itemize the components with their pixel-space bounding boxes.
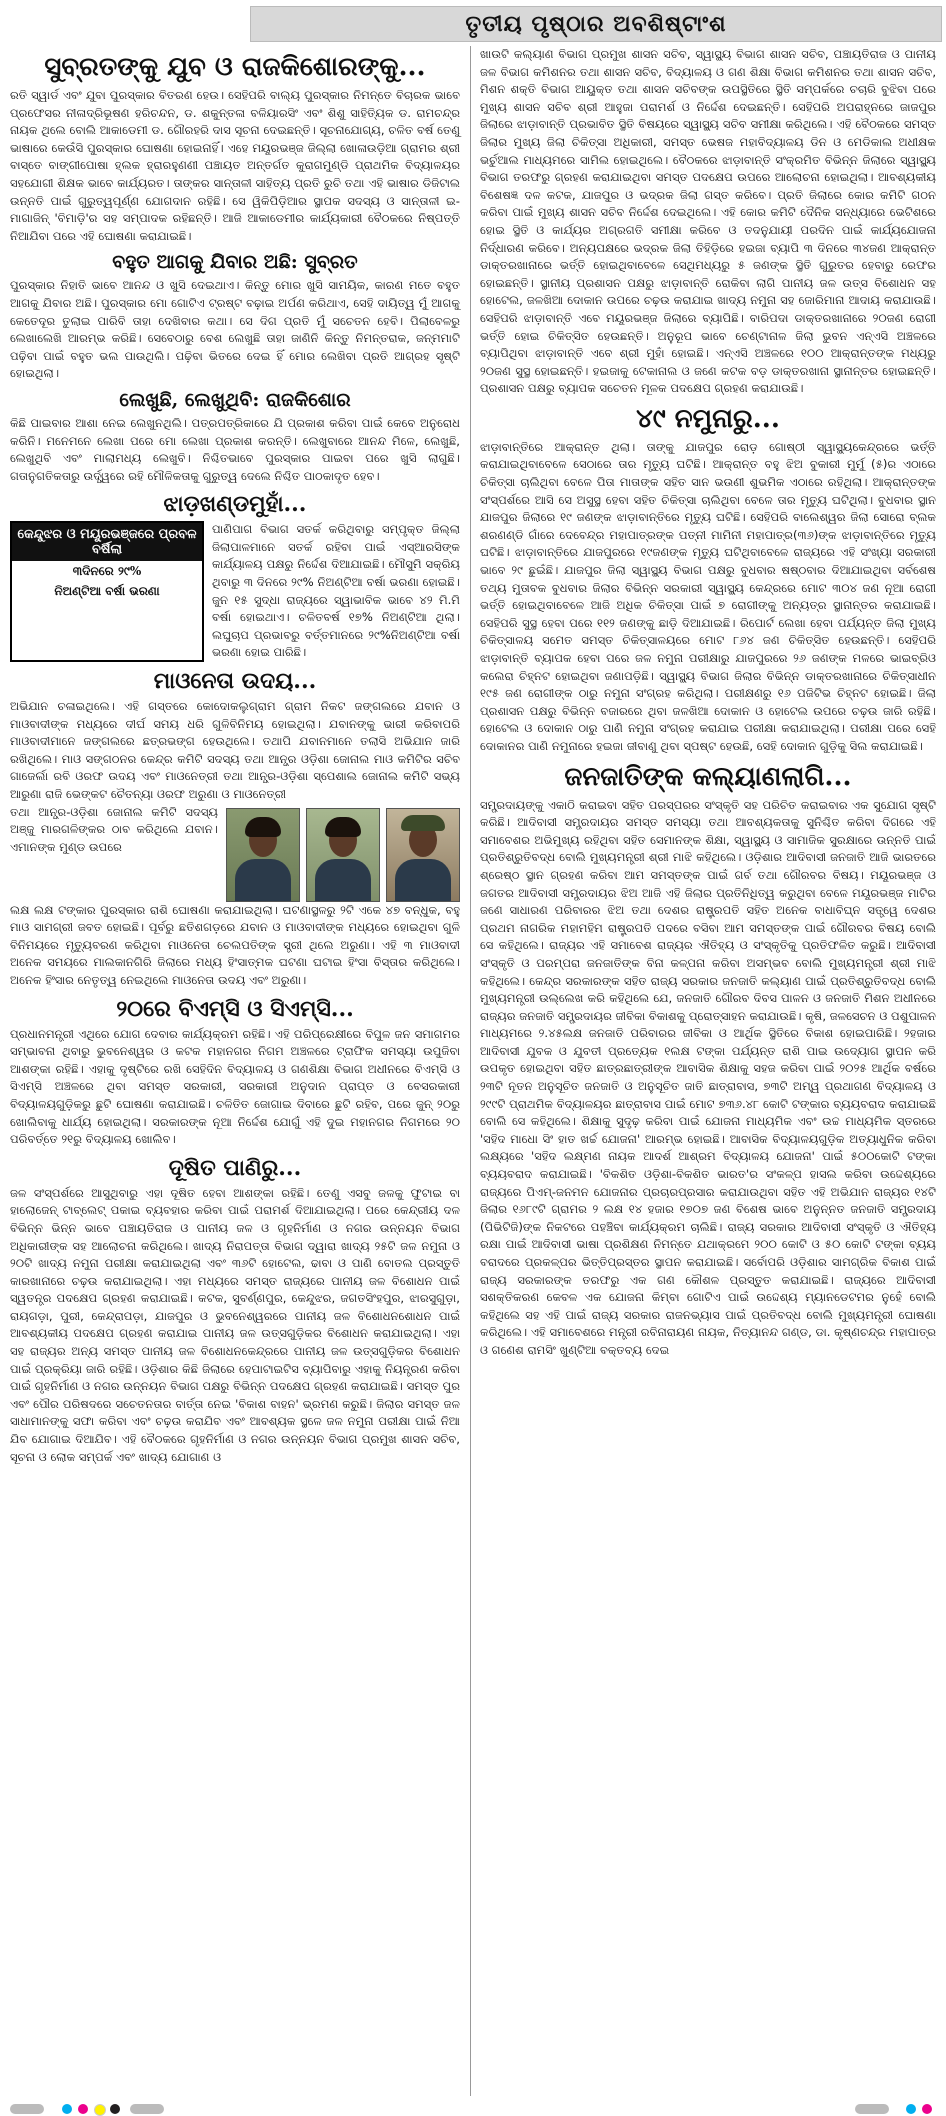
headline-49-samples: ୪୯ ନମୁନାରୁ... [636, 403, 780, 434]
article-lekhuchi-body: କିଛି ପାଇବାର ଆଶା ନେଇ ଲେଖୁନଥିଲି। ପତ୍ରପତ୍ରିକାରେ ଯି ପ୍ରକାଶ କରିବା ପାଇଁ କେବେ ଅନୁରୋଧ କରିନି। ମନେମନେ ଲେଖା ପରେ ମୋ ଲେଖା ପ୍ରକାଶ କରନ୍ତି। ଲେଖୁବାରେ ଆନନ୍ଦ ମିଳେ, ଲେଖୁଛି, ଲେଖୁଥିବି ଏବଂ ମାଲାମଧ୍ୟ ଲେଖୁବି। ନିଶ୍ଚିତଭାବେ ପୁରସ୍କାର ପାଇବା ପରେ ଖୁସି ଲାଗୁଛି। ଗତାନୁଗତିକତାରୁ ଉର୍ଦ୍ଧ୍ୱରେ ରହି ମୌଳିକତାକୁ ଗୁରୁତ୍ୱ ଦେଲେ ନିଶ୍ଚିତ ପାଠକାଦୃତ ହେବ। [10, 415, 460, 483]
article-maoneta-body2: ତଥା ଆନ୍ଧ୍ର-ଓଡ଼ିଶା ଜୋନାଲ କମିଟି ସଦସ୍ୟ ଅଞ୍ଜୁ ମାରଗଳିଙ୍କର ଠାବ କରିଥିଲେ ଯବାନ। ଏମାନଙ୍କ ମୁଣ୍ଡ ଉପରେ [10, 804, 218, 854]
maoneta-photos [226, 808, 460, 902]
right-column [480, 46, 936, 1360]
article-dushita-body: ଜଳ ସଂସ୍ପର୍ଶରେ ଆସୁଥିବାରୁ ଏହା ଦୂଷିତ ହେବା ଆଶଙ୍କା ରହିଛି। ତେଣୁ ଏସବୁ ଜଳକୁ ଫୁଟାଇ ବା ହାଲୋଜେନ୍ ଟାବ୍‌ଲେଟ୍ ପକାଇ ବ୍ୟବହାର କରିବା ପାଇଁ ପରାମର୍ଶ ଦିଆଯାଇଥିଲା। ପରେ କେନ୍ଦ୍ରୀୟ ଦଳ ବିଭିନ୍ନ ଭିନ୍ନ ଭାବେ ପଞ୍ଚାୟତିରାଜ ଓ ପାନୀୟ ଜଳ ଓ ଗୃହନିର୍ମାଣ ଓ ନଗର ଉନ୍ନୟନ ବିଭାଗ ଅଧିକାରୀଙ୍କ ସହ ଆଲୋଚନା କରିଥିଲେ। ଖାଦ୍ୟ ନିରାପତ୍ତା ବିଭାଗ ଦ୍ୱାରା ଖାଦ୍ୟ ୨୫ଟି ଜଳ ନମୁନା ଓ ୨୦ଟି ଖାଦ୍ୟ ନମୁନା ପରୀକ୍ଷା କରାଯାଇଥିଲା ଏବଂ ୩୬ଟି ହୋଟେଲ, ଢାବା ଓ ପାଣି ବୋତଲ ପ୍ରସ୍ତୁତି କାରଖାନାରେ ଚଢ଼ଉ କରାଯାଇଥିଲା। ଏହା ମଧ୍ୟରେ ସମସ୍ତ ରାଜ୍ୟରେ ପାନୀୟ ଜଳ ବିଶୋଧନ ପାଇଁ ସ୍ୱତନ୍ତ୍ର ପଦକ୍ଷେପ ଗ୍ରହଣ କରାଯାଇଛି। କଟକ, ସୁବର୍ଣ୍ଣପୁର, କେନ୍ଦୁଝର, ଜଗତସିଂହପୁର, ଝାରସୁଗୁଡ଼ା, ରାୟଗଡ଼ା, ପୁରୀ, କେନ୍ଦ୍ରାପଡ଼ା, ଯାଜପୁର ଓ ଭୁବନେଶ୍ୱରରେ ପାନୀୟ ଜଳ ବିଶୋଧନଶୋଧନ ପାଇଁ ଆବଶ୍ୟକୀୟ ପଦକ୍ଷେପ ଗ୍ରହଣ କରାଯାଇ ପାନୀୟ ଜଳ ଉତ୍ସଗୁଡ଼ିକର ବିଶୋଧନ କରାଯାଇଥିଲା। ଏହା ସହ ରାଜ୍ୟର ଅନ୍ୟ ସମସ୍ତ ପାନୀୟ ଜଳ ବିଶୋଧନକେନ୍ଦ୍ରରେ ପାନୀୟ ଜଳ ଉତ୍ସଗୁଡ଼ିକର ବିଶୋଧନ ପାଇଁ ପ୍ରକ୍ରିୟା ଜାରି ରହିଛି। ଓଡ଼ିଶାର କିଛି ଜିଲାରେ ହେପାଟାଇଟିସ ବ୍ୟାପିବାରୁ ଏହାକୁ ନିୟନ୍ତ୍ରଣ କରିବା ପାଇଁ ଗୃହନିର୍ମାଣ ଓ ନଗର ଉନ୍ନୟନ ବିଭାଗ ପକ୍ଷରୁ ବିଭିନ୍ନ ପଦକ୍ଷେପ ଗ୍ରହଣ କରାଯାଇଛି। ସମସ୍ତ ପୁର ଏବଂ ପୌର ପରିଷଦରେ ସଚେତନତାର ବାର୍ତ୍ତା ନେଇ 'ବିକାଶ ବାହନ' ଭ୍ରମଣ କରୁଛି। ଜିଲାର ସମସ୍ତ ଜଳ ସାଧାମାନଙ୍କୁ ସଫା କରିବା ଏବଂ ଚଢ଼ଉ କରାଯିବ ଏବଂ ଆବଶ୍ୟକ ସ୍ଥଳେ ଜଳ ନମୁନା ପରୀକ୍ଷା ପାଇଁ ନିଆ ଯିବ ଯୋଗାଇ ଦିଆଯିବ। ଏହି ବୈଠକରେ ଗୃହନିର୍ମାଣ ଓ ନଗର ଉନ୍ନୟନ ବିଭାଗ ପ୍ରମୁଖ ଶାସନ ସଚିବ, ସୂଚନା ଓ ଲୋକ ସମ୍ପର୍କ ଏବଂ ଖାଦ୍ୟ ଯୋଗାଣ ଓ [10, 1185, 460, 1464]
headline-maoneta: ମାଓନେତା ଉଦୟ... [153, 668, 317, 695]
portrait-photo-2 [306, 808, 380, 902]
article-subrata-body: ରତି ସ୍ୱାର୍ଡ ଏବଂ ଯୁବା ପୁରସ୍କାର ବିତରଣ ହେଉ। ସେହିପରି ବାଲ୍ୟ ପୁରସ୍କାର ନିମନ୍ତେ ବିଚାରକ ଭାବେ ପ୍ରଫେସର ନୀଳାଦ୍ରିଭୂଷଣ ହରିଚନ୍ଦନ, ଡ. ଶକୁନ୍ତଳା ବଳିୟାରସିଂ ଏବଂ ଶିଶୁ ସାହିତ୍ୟିକ ଡ. ରାମଚନ୍ଦ୍ର ନାୟକ ଥିଲେ ବୋଲି ଆକାଡେମୀ ଡ. ଗୌରହରି ଦାସ ସୂଚନା ଦେଇଛନ୍ତି। ସୂଚନାଯୋଗ୍ୟ, ଚଳିତ ବର୍ଷ ତେଣୁ ଭାଷାରେ କେଉଁସି ପୁରସ୍କାର ଘୋଷଣା ହୋଇନାହିଁ। ଏହେ ମୟୂରଭଞ୍ଜ ଜିଲ୍ଲା ଖୋଳାଉଡ଼ିଆ ଗ୍ରାମର ଶ୍ରୀ ବାସ୍ତେ ବାଙ୍ଗୀପୋଷା ହ୍ଲକ ହ୍ରାରହୁଣଣୀ ପଞ୍ଚାୟତ ଅନ୍ତର୍ଗତ କୁରାଗମୁଣ୍ଡି ପ୍ରାଥମିକ ବିଦ୍ୟାଳୟର ସହଯୋଗୀ ଶିକ୍ଷକ ଭାବେ କାର୍ଯ୍ୟରତ। ତାଙ୍କର ସାନ୍ତାଳୀ ସାହିତ୍ୟ ପ୍ରତି ରୁଚି ତଥା ଏହି ଭାଷାର ଡିଜିଟାଲ ଉନ୍ନତି ପାଇଁ ଗୁରୁତ୍ୱପୂର୍ଣ୍ଣ ଯୋଗଦାନ ରହିଛି। ସେ ୱିକିପିଡ଼ିଆର ସ୍ଥାପକ ସଦସ୍ୟ ଓ ସାନ୍ତାଳୀ ଇ-ମାଗାଜିନ୍ 'ବିମାଡ଼ି'ର ସହ ସମ୍ପାଦକ ରହିଛନ୍ତି। ଆଜି ଆକାଡେମୀର କାର୍ଯ୍ୟକାରୀ ବୈଠକରେ ନିଷ୍ପତ୍ତି ନିଆଯିବା ପରେ ଏହି ଘୋଷଣା କରାଯାଇଛି। [10, 88, 460, 243]
headline-jharkhand: ଝାଡ଼ଖଣ୍ଡମୁହାଁ... [163, 491, 307, 518]
column-divider [470, 46, 471, 2096]
article-jharkhand-body: ପାଣିପାଗ ବିଭାଗ ସତର୍କ କରିଥିବାରୁ ସମ୍ପୃକ୍ତ ଜିଲ୍ଲା ଜିଲାପାଳମାନେ ସତର୍କ ରହିବା ପାଇଁ ଏସ୍‌ଆରସିଙ୍କ କାର୍ଯ୍ୟାଳୟ ପକ୍ଷରୁ ନିର୍ଦ୍ଦେଶ ଦିଆଯାଇଛି। ମୌସୁମି ସକ୍ରିୟ ଥିବାରୁ ୩ ଦିନରେ ୨୯% ନିଅଣ୍ଟିଆ ବର୍ଷା ଭରଣା ହୋଇଛି। ଜୁନ ୧୫ ସୁଦ୍ଧା ରାଜ୍ୟରେ ସ୍ୱାଭାବିକ ଭାବେ ୪୨ ମି.ମି ବର୍ଷା ହୋଇଥାଏ। ଚଳିତବର୍ଷ ୧୭% ନିଅଣ୍ଟିଆ ଥିଲା। ଲଘୁଚାପ ପ୍ରଭାବରୁ ବର୍ତ୍ତମାନରେ ୨୯%ନିଅଣ୍ଟିଆ ବର୍ଷା ଭରଣା ହୋଇ ପାରିଛି। [212, 522, 460, 660]
headline-subrata: ସୁବ୍ରତଙ୍କୁ ଯୁବ ଓ ରାଜକିଶୋରଙ୍କୁ... [44, 52, 426, 82]
cyan-dot-right [906, 2104, 916, 2114]
magenta-dot [78, 2104, 88, 2114]
portrait-photo-1 [226, 808, 300, 902]
portrait-photo-3 [386, 808, 460, 902]
rain-box-line1: ୩ଦିନରେ ୨୯% [72, 564, 142, 579]
article-cholera-body: ଖାଉଟି କଲ୍ୟାଣ ବିଭାଗ ପ୍ରମୁଖ ଶାସନ ସଚିବ, ସ୍ୱାସ୍ଥ୍ୟ ବିଭାଗ ଶାସନ ସଚିବ, ପଞ୍ଚାୟତିରାଜ ଓ ପାନୀୟ ଜଳ ବିଭାଗ କମିଶନର ତଥା ଶାସନ ସଚିବ, ବିଦ୍ୟାଳୟ ଓ ଗଣ ଶିକ୍ଷା ବିଭାଗ କମିଶନର ତଥା ଶାସନ ସଚିବ, ମିଶନ ଶକ୍ତି ବିଭାଗ ଆୟୁକ୍ତ ତଥା ଶାସନ ସଚିବଙ୍କ ଉପସ୍ଥିତିରେ ସ୍ଥିତି ସମ୍ପର୍କରେ ଚଚାରି ବୁଝିବା ପରେ ମୁଖ୍ୟ ଶାସନ ସଚିବ ଶ୍ରୀ ଆହୁଜା ପରାମର୍ଶ ଓ ନିର୍ଦ୍ଦେଶ ଦେଇଛନ୍ତି। ସେହିପରି ଅପରାହ୍ନରେ ଜାଜପୁର ଜିଲାରେ ଝାଡ଼ାବାନ୍ତି ପ୍ରଭାବିତ ସ୍ଥିତି ବିଷୟରେ ସ୍ୱାସ୍ଥ୍ୟ ସଚିବ ସମୀକ୍ଷା କରିଥିଲେ। ଏହି ବୈଠକରେ ସମସ୍ତ ଜିଲାର ମୁଖ୍ୟ ଜିଲା ଚିକିତ୍ସା ଅଧିକାରୀ, ସମସ୍ତ ଭେଷଜ ମହାବିଦ୍ୟାଳୟ ଡିନ ଓ ମେଡିକାଲ ଅଧୀକ୍ଷକ ଭର୍ଚୁଆଲ ମାଧ୍ୟମରେ ସାମିଲ ହୋଇଥିଲେ। ବୈଠକରେ ଝାଡ଼ାବାନ୍ତି ସଂକ୍ରମିତ ବିଭିନ୍ନ ଜିଲାରେ ସ୍ୱାସ୍ଥ୍ୟ ବିଭାଗ ତରଫରୁ ଗ୍ରହଣ କରାଯାଇଥିବା ସମସ୍ତ ପଦକ୍ଷେପ ଉପରେ ଆଲୋଚନା ହୋଇଥିଲା। ଆବଶ୍ୟକୀୟ ବିଶେଷଜ୍ଞ ଦଳ କଟକ, ଯାଜପୁର ଓ ଭଦ୍ରକ ଜିଲା ଗସ୍ତ କରିବେ। ପ୍ରତି ଜିଲାରେ କୋର କମିଟି ଗଠନ କରିବା ପାଇଁ ମୁଖ୍ୟ ଶାସନ ସଚିବ ନିର୍ଦ୍ଦେଶ ଦେଇଥିଲେ। ଏହି କୋର କମିଟି ଦୈନିକ ସନ୍ଧ୍ୟାରେ ଭେଟିଶରେ ହୋଇ ସ୍ଥିତି ଓ କାର୍ଯ୍ୟର ଅଗ୍ରଗତି ସମୀକ୍ଷା କରିବେ ଓ ତଦନୁଯାୟୀ ପରଦିନ ପାଇଁ କାର୍ଯ୍ୟଯୋଜନା ନିର୍ଦ୍ଧାରଣ କରିବେ। ଅନ୍ୟପକ୍ଷରେ ଭଦ୍ରକ ଜିଲା ତିହିଡ଼ିରେ ହଇଜା ବ୍ୟାପି ୩ ଦିନରେ ୩୪ଜଣ ଆକ୍ରାନ୍ତ ଡାକ୍ତରଖାନାରେ ଭର୍ତ୍ତି ହୋଇଥିବାବେଳେ ସେଥିମଧ୍ୟରୁ ୫ ଜଣଙ୍କ ସ୍ଥିତି ଗୁରୁତର ହେବାରୁ ରେଫର ହୋଇଛନ୍ତି। ସ୍ଥାନୀୟ ପ୍ରଶାସନ ପକ୍ଷରୁ ଝାଡ଼ାବାନ୍ତି ରୋକିବା ଲାଗି ପାନୀୟ ଜଳ ଉତ୍ସ ବିଶୋଧନ ସହ ହୋଟେଲ, ଜଳଖିଆ ଦୋକାନ ଉପରେ ଚଢ଼ଉ କରାଯାଇ ଖାଦ୍ୟ ନମୁନା ସହ ଜୋରିମାନା ଆଦାୟ କରାଯାଉଛି। ସେହିପରି ଝାଡ଼ାବାନ୍ତି ଏବେ ମୟୂରଭଞ୍ଜ ଜିଲାରେ ବ୍ୟାପିଛି। ବାରିପଦା ଡାକ୍ତରଖାନାରେ ୨୦ଜଣ ରୋଗୀ ଭର୍ତ୍ତି ହୋଇ ଚିକିତ୍ସିତ ହେଉଛନ୍ତି। ଅନୁରୂପ ଭାବେ ଚେଣ୍ଟାନାଳ ଜିଲା ଭୁବନ ଏନ୍‌ଏସି ଅଞ୍ଚଳରେ ବ୍ୟାପିଥିବା ଝାଡ଼ାବାନ୍ତି ଏବେ ଶ୍ରୀ ମୁହାଁ ହୋଇଛି। ଏନ୍‌ଏସି ଅଞ୍ଚଳରେ ୧୦୦ ଆକ୍ରାନ୍ତଙ୍କ ମଧ୍ୟରୁ ୨୦ଜଣ ସୁସ୍ଥ ହୋଇଛନ୍ତି। ହଇଜାକୁ ଟେକାନାଲ ଓ ଜଣେ କଟକ ବଡ଼ ଡାକ୍ତରଖାନା ସ୍ଥାନାନ୍ତର ହୋଇଛନ୍ତି। ପ୍ରଶାସନ ପକ୍ଷରୁ ବ୍ୟାପକ ସଚେତନ ମୂଳକ ପଦକ୍ଷେପ ଗ୍ରହଣ କରାଯାଉଛି। [480, 47, 936, 396]
rain-box-line2: ନିଅଣ୍ଟିଆ ବର୍ଷା ଭରଣା [54, 584, 160, 599]
rain-box-title: କେନ୍ଦୁଝର ଓ ମୟୂରଭଞ୍ଜରେ ପ୍ରବଳ ବର୍ଷିଲା [12, 523, 202, 561]
registration-mark-right [855, 2104, 889, 2114]
article-maoneta-body3: ଲକ୍ଷ ଲକ୍ଷ ଟଙ୍କାର ପୁରସ୍କାର ରାଶି ଘୋଷଣା କରାଯାଇଥିଲା। ଘଟଣାସ୍ଥଳରୁ ୨ଟି ଏକେ ୪୭ ବନ୍ଧୁକ, ବହୁ ମାଓ ସାମଗ୍ରୀ ଜବତ ହୋଇଛି। ପୂର୍ବରୁ ଛତିଶଗଡ଼ରେ ଯବାନ ଓ ମାଓବାଦୀଙ୍କ ମଧ୍ୟରେ ହୋଇଥିବା ଗୁଳି ବିନିମୟରେ ମୃତ୍ୟୁବରଣ କରିଥିବା ମାଓନେତା ଚେଲପତିଙ୍କ ସ୍ତ୍ରୀ ଥିଲେ ଅରୁଣା। ଏହି ୩ ମାଓବାଦୀ ଅନେକ ସମୟରେ ମାଲକାନଗିରି ଜିଲାରେ ମଧ୍ୟ ହିଂସାତ୍ମକ ଘଟଣା ଘଟାଇ ହିଂସା ବିସ୍ତାର କରିଥିଲେ। ଅନେକ ହିଂସାର ନେତୃତ୍ୱ ନେଇଥିଲେ ମାଓନେତା ଉଦୟ ଏବଂ ଅରୁଣା। [10, 902, 460, 987]
banner-title: ତୃତୀୟ ପୃଷ୍ଠାର ଅବଶିଷ୍ଟାଂଶ [465, 11, 727, 37]
headline-lekhuchi: ଲେଖୁଛି, ଲେଖୁଥିବି: ରାଜକିଶୋର [119, 388, 351, 411]
headline-bahuta-aagaku: ବହୁତ ଆଗକୁ ଯିବାର ଅଛି: ସୁବ୍ରତ [112, 251, 358, 274]
registration-mark-mid [130, 2104, 164, 2114]
article-maoneta-body1: ଅଭିଯାନ ଚଳାଇଥିଲେ। ଏହି ଗସ୍ତରେ କୋଦୋକଲୁଗ୍ରାମ ଗ୍ରାମ ନିକଟ ଜଙ୍ଗଲରେ ଯବାନ ଓ ମାଓବାଦୀଙ୍କ ମଧ୍ୟରେ ଦୀର୍ଘ ସମୟ ଧରି ଗୁଳିବିନିମୟ ହୋଇଥିଲା। ଯବାନଙ୍କୁ ଭାରୀ କରିବାପରି ମାଓବାଦୀମାନେ ଜଙ୍ଗଲରେ ଛତ୍ରଭଙ୍ଗ ହେଉଥିଲେ। ତଥାପି ଯବାନମାନେ ତଲାସି ଅଭିଯାନ ଜାରି ରଖିଥିଲେ। ମାଓ ସଙ୍ଗଠନର କେନ୍ଦ୍ର କମିଟି ସଦସ୍ୟ ତଥା ଆନ୍ଧ୍ର ଓଡ଼ିଶା ଜୋନାଲ ମାଓ କମିଟିର ସଚିବ ଗାଜେର୍ଲା ରବି ଓରଫ ଉଦୟ ଏବଂ ମାଓନେତ୍ରୀ ତଥା ଆନ୍ଧ୍ର-ଓଡ଼ିଶା ସ୍ପେଶାଲ ଜୋନାଲ କମିଟି ସଭ୍ୟ ଆରୁଣା ରାଜି ଭେଙ୍କଟ ଚୈତନ୍ୟା ଓରଫ ଅରୁଣା ଓ ମାଓନେତ୍ରୀ [10, 699, 460, 801]
rain-box-row [10, 521, 460, 662]
article-janajati-body: ସମ୍ପ୍ରଦାୟଙ୍କୁ ଏକାଠି କରାଇବା ସହିତ ପରସ୍ପରର ସଂସ୍କୃତି ସହ ପରିଚିତ କରାଇବାର ଏକ ସୁଯୋଗ ସୃଷ୍ଟି କରିଛି। ଆଦିବାସୀ ସମ୍ପ୍ରଦାୟର ସମସ୍ତ ସମସ୍ୟା ତଥା ଆବଶ୍ୟକତାକୁ ସୁନିଶ୍ଚିତ କରିବା ଦିଗରେ ଏହି ସମାବେଶର ଅଭିମୁଖ୍ୟ ରହିଥିବା ସହିତ ସେମାନଙ୍କ ଶିକ୍ଷା, ସ୍ୱାସ୍ଥ୍ୟ ଓ ସାମାଜିକ ସୁରକ୍ଷାରେ ଉନ୍ନତି ପାଇଁ ପ୍ରତିଶ୍ରୁତିବଦ୍ଧ ବୋଲି ମୁଖ୍ୟମନ୍ତ୍ରୀ ଶ୍ରୀ ମାଝି କହିଥିଲେ। ଓଡ଼ିଶାର ଆଦିବାସୀ ଜନଜାତି ଆଜି ଭାରତରେ ଶ୍ରେଷ୍ଠ ସ୍ଥାନ ଗ୍ରହଣ କରିବା ଆମ ସମସ୍ତଙ୍କ ପାଇଁ ଗର୍ବ ତଥା ଗୌରବର ବିଷୟ। ମୟୂରଭଞ୍ଜ ଓ ଜଗତର ଆଦିବାସୀ ସମ୍ପ୍ରଦାୟର ଝିଅ ଆଜି ଏହି ଜିଲାର ପ୍ରତିନିଧିତ୍ୱ କରୁଥିବା ବେଳେ ମୟୂରଭଞ୍ଜ ମାଟିର ଜଣେ ସାଧାରଣ ପରିବାରର ଝିଅ ତଥା ଦେଶର ରାଷ୍ଟ୍ରପତି ସହିତ ଅନେକ ବାଧାବିଘ୍ନ ସତ୍ତ୍ୱେ ଦେଶର ପ୍ରଥମ ନାଗରିକ ମହାମହିମ ରାଷ୍ଟ୍ରପତି ପଦରେ ବସିବା ଆମ ସମସ୍ତଙ୍କ ପାଇଁ ଗୌରବର ବିଷୟ ବୋଲି ସେ କହିଥିଲେ। ରାଜ୍ୟର ଏହି ସମାବେଶ ରାଜ୍ୟର ଐତିହ୍ୟ ଓ ସଂସ୍କୃତିକୁ ପ୍ରତିଫଳିତ କରୁଛି। ଆଦିବାସୀ ସଂସ୍କୃତି ଓ ପରମ୍ପରା ଜନଜାତିଙ୍କ ବିନା କଳ୍ପନା କରିବା ଅସମ୍ଭବ ବୋଲି ମୁଖ୍ୟମନ୍ତ୍ରୀ ଶ୍ରୀ ମାଝି କହିଥିଲେ। କେନ୍ଦ୍ର ସରକାରଙ୍କ ସହିତ ରାଜ୍ୟ ସରକାର ଜନଜାତି କଲ୍ୟାଣ ପାଇଁ ପ୍ରତିଶ୍ରୁତିବଦ୍ଧ ବୋଲି ମୁଖ୍ୟମନ୍ତ୍ରୀ ଉଲ୍ଲେଖ କରି କହିଥିଲେ ଯେ, ଜନଜାତି ଗୌରବ ଦିବସ ପାଳନ ଓ ଜନଜାତି ମିଶନ ଅଧୀନରେ ରାଜ୍ୟର ଜନଜାତି ସମ୍ପ୍ରଦାୟର ଜୀବିକା ବିକାଶକୁ ପ୍ରୋତ୍ସାହନ କରାଯାଉଛି। କୃଷି, ଜଳସେଚନ ଓ ପଶୁପାଳନ ମାଧ୍ୟମରେ ୨.୪୫ଲକ୍ଷ ଜନଜାତି ପରିବାରର ଜୀବିକା ଓ ଆର୍ଥିକ ସ୍ଥିତିରେ ବିକାଶ ହୋଇପାରିଛି। ୨ହଜାର ଆଦିବାସୀ ଯୁବକ ଓ ଯୁବତୀ ପ୍ରତ୍ୟେକ ୧ଲକ୍ଷ ଟଙ୍କା ପର୍ଯ୍ୟନ୍ତ ରାଶି ପାଇ ଉଦ୍ୟୋଗ ସ୍ଥାପନ କରି ଉପକୃତ ହୋଇଥିବା ସହିତ ଛାତ୍ରଛାତ୍ରୀଙ୍କ ଆବାସିକ ଶିକ୍ଷାକୁ ସହଜ କରିବା ପାଇଁ ୨୦୨୫ ଆର୍ଥିକ ବର୍ଷରେ ୨୩ଟି ନୂତନ ଅନୁସୂଚିତ ଜନଜାତି ଓ ଅନୁସୂଚିତ ଜାତି ଛାତ୍ରାବାସ, ୭୩ଟି ଅମ୍ୱ ପ୍ରଥାଗଣ ବିଦ୍ୟାଳୟ ଓ ୨୯୯ଟି ପ୍ରାଥମିକ ବିଦ୍ୟାଳୟର ଛାତ୍ରାବାସ ପାଇଁ ମୋଟ ୭୩୬.୪୮ କୋଟି ଟଙ୍କାର ବ୍ୟୟବରାଦ କରାଯାଇଛି ବୋଲି ସେ କହିଥିଲେ। ଶିକ୍ଷାକୁ ସୁଦୃଢ଼ କରିବା ପାଇଁ ଯୋଜନା ମାଧ୍ୟମିକ ଏବଂ ଉଚ୍ଚ ମାଧ୍ୟମିକ ସ୍ତରରେ 'ସହିଦ ମାଧୋ ସିଂ ହାତ ଖର୍ଚ୍ଚ ଯୋଜନା' ଆରମ୍ଭ ହୋଇଛି। ଆବାସିକ ବିଦ୍ୟାଳୟଗୁଡ଼ିକ ଅତ୍ୟାଧୁନିକ କରିବା ଲକ୍ଷ୍ୟରେ 'ସହିଦ ଲକ୍ଷ୍ମଣ ନାୟକ ଆଦର୍ଶ ଆଶ୍ରମ ବିଦ୍ୟାଳୟ ଯୋଜନା' ପାଇଁ ୫୦୦କୋଟି ଟଙ୍କା ବ୍ୟୟବରାଦ କରାଯାଇଛି। 'ବିକଶିତ ଓଡ଼ିଶା-ବିକଶିତ ଭାରତ'ର ସଂକଳ୍ପ ହାସଲ କରିବା ଉଦ୍ଦେଶ୍ୟରେ ରାଜ୍ୟରେ ପିଏମ୍-ଜନମନ ଯୋଜନାର ପ୍ରଚାରପ୍ରସାର କରାଯାଉଥିବା ସହିତ ଏହି ଅଭିଯାନ ରାଜ୍ୟର ୧୪ଟି ଜିଲାର ୧୬୮୯ଟି ଗ୍ରାମର ୨ ଲକ୍ଷ ୧୪ ହଜାର ୧୭୦୭ ଜଣ ବିଶେଷ ଭାବେ ଅନୁନ୍ନତ ଜନଜାତି ସମ୍ପ୍ରଦାୟ (ପିଭିଟିଜି)ଙ୍କ ନିକଟରେ ପହଞ୍ଚିବା କାର୍ଯ୍ୟକ୍ରମ ଚାଲିଛି। ରାଜ୍ୟ ସରକାର ଆଦିବାସୀ ସଂସ୍କୃତି ଓ ଐତିହ୍ୟ ରକ୍ଷା ପାଇଁ ଆଦିବାସୀ ଭାଷା ପ୍ରଶିକ୍ଷଣ ନିମନ୍ତେ ଯଥାକ୍ରମେ ୨୦୦ କୋଟି ଓ ୫୦ କୋଟି ଟଙ୍କା ବ୍ୟୟ ବରାଦରେ ପ୍ରକଳ୍ପର ଭିତ୍ତିପ୍ରସ୍ତର ସ୍ଥାପନ କରାଯାଇଛି। ସର୍ବୋପରି ଓଡ଼ିଶାର ସାମଗ୍ରିକ ବିକାଶ ପାଇଁ ରାଜ୍ୟ ସରକାରଙ୍କ ତରଫରୁ ଏକ ଗଣ କୌଶଳ ପ୍ରସ୍ତୁତ କରାଯାଇଛି। ରାଜ୍ୟରେ ଆଦିବାସୀ ସଶକ୍ତିକରଣ କେବଳ ଏକ ଯୋଜନା କିମ୍ବା ଗୋଟିଏ ପାଇଁ ଉଦ୍ଦେଶ୍ୟ ମ୍ୟାନଡେଟମର ନୁହେଁ ବୋଲି କହିଥିଲେ ସହ ଏହି ପାଇଁ ରାଜ୍ୟ ସରକାର ରାଜନଭ୍ୟାସ ପାଇଁ ପ୍ରତିବଦ୍ଧ ବୋଲି ମୁଖ୍ୟମନ୍ତ୍ରୀ ଘୋଷଣା କରିଥିଲେ। ଏହି ସମାବେଶରେ ମନ୍ତ୍ରୀ ରବିନାରାୟଣ ନାୟକ, ନିତ୍ୟାନନ୍ଦ ଗଣ୍ଡ, ଡା. କୃଷ୍ଣଚନ୍ଦ୍ର ମହାପାତ୍ର ଓ ଗଣେଶ ରାମସିଂ ଖୁଣ୍ଟିଆ ବକ୍ତବ୍ୟ ଦେଇ [480, 797, 937, 1357]
cyan-dot [62, 2104, 72, 2114]
headline-janajati: ଜନଜାତିଙ୍କ କଲ୍ୟାଣଲାଗି... [564, 761, 852, 792]
rain-highlight-box [10, 521, 204, 662]
newspaper-page [10, 0, 936, 2116]
page-banner [250, 6, 942, 42]
headline-dushita-paani: ଦୂଷିତ ପାଣିରୁ... [168, 1154, 302, 1181]
article-bahuta-body: ପୁରସ୍କାର ନିହାତି ଭାବେ ଆନନ୍ଦ ଓ ଖୁସି ଦେଇଥାଏ। କିନ୍ତୁ ମୋର ଖୁସି ସାମୟିକ, କାରଣ ମତେ ବହୁତ ଆଗକୁ ଯିବାର ଅଛି। ପୁରସ୍କାର ମୋ ଗୋଟିଏ ଟ୍ରଷ୍ଟ ବଢ଼ାଇ ଅର୍ପଣ କରିଥାଏ, ସେହି ଦାୟିତ୍ୱ ମୁଁ ଆଗକୁ କେତେଦୂର ତୁଲାଇ ପାରିବି ତାହା ଦେଖିବାର କଥା। ସେ ଦିଗ ପ୍ରତି ମୁଁ ସଚେତନ ହେବି। ପିଲାବେଳରୁ ଲେଖାଲେଖି ଆରମ୍ଭ କରିଛି। ସେବେଠାରୁ ବେଶ ଲେଖୁଛି ତାହା ଜାଣିନି କିନ୍ତୁ ନିମନ୍ତରାକ, ଜନ୍ମମାଟି ପଢ଼ିବା ପାଇଁ ବହୁତ ଭଲ ପାଉଥିଲି। ପଢ଼ିବା ଭିତରେ ଦେଇ ହିଁ ମୋର ଲେଖିବା ପ୍ରତି ଆଗ୍ରହ ସୃଷ୍ଟି ହୋଇଥିଲା। [10, 278, 460, 381]
magenta-dot-right [922, 2104, 932, 2114]
article-49-body: ଝାଡ଼ାବାନ୍ତିରେ ଆକ୍ରାନ୍ତ ଥିଲା। ତାଙ୍କୁ ଯାଜପୁର ରୋଡ଼ ଗୋଷ୍ଠୀ ସ୍ୱାସ୍ଥ୍ୟକେନ୍ଦ୍ରରେ ଭର୍ତ୍ତି କରାଯାଇଥିବାବେଳେ ସେଠାରେ ତାର ମୃତ୍ୟୁ ଘଟିଛି। ଆକ୍ରାନ୍ତ ବହୁ ଝିଅ ବୁକାରୀ ମୁର୍ମୁ (୫)ର ଏଠାରେ ଚିକିତ୍ସା ଚାଲିଥିବା ବେଳେ ପିତା ମାତାଙ୍କ ସହିତ ସାନ ଭଉଣୀ ଶୁଭମିକ ଏଠାରେ ରହିଥିଲା। ଆକ୍ରାନ୍ତଙ୍କ ସଂସ୍ପର୍ଶରେ ଆସି ସେ ଅସୁସ୍ଥ ହେବା ସହିତ ଚିକିତ୍ସା ଚାଲିଥିବା ବେଳେ ତାର ମୃତ୍ୟୁ ଘଟିଥିଲା। ବୁଧବାର ସ୍ଥାନ ଯାଜପୁର ଜିଲାରେ ୧୯ ଜଣଙ୍କ ଝାଡ଼ାବାନ୍ତିରେ ମୃତ୍ୟୁ ଘଟିଛି। ସେହିପରି ବାଲେଶ୍ୱର ଜିଲା ସୋରୋ ବ୍ଲକ ଶରଣଣ୍ଡି ଗାଁରେ ଦେବେନ୍ଦ୍ର ମହାପାତ୍ରଙ୍କ ପତ୍ନୀ ମାମିନୀ ମହାପାତ୍ର(୩୬)ଙ୍କ ଝାଡ଼ାବାନ୍ତିରେ ମୃତ୍ୟୁ ଘଟିଛି। ଝାଡ଼ାବାନ୍ତିରେ ଯାଜପୁରରେ ୧୯ଜଣଙ୍କ ମୃତ୍ୟୁ ଘଟିଥିବାବେଳେ ରାଜ୍ୟରେ ଏହି ସଂଖ୍ୟା ସରକାରୀ ଭାବେ ୨୯ ଛୁଇଁଛି। ଯାଜପୁର ଜିଲା ସ୍ୱାସ୍ଥ୍ୟ ବିଭାଗ ପକ୍ଷରୁ ବୁଧବାର ଷଷ୍ଠବାର ଦିଆଯାଇଥିବା ସର୍ବଶେଷ ତଥ୍ୟ ମୁତାବକ ବୁଧବାର ଜିଲାର ବିଭିନ୍ନ ସରକାରୀ ସ୍ୱାସ୍ଥ୍ୟ କେନ୍ଦ୍ରରେ ମୋଟ ୩୦୪ ଜଣ ନୂଆ ରୋଗୀ ଭର୍ତ୍ତି ହୋଇଥିବାବେଳେ ଆଜି ଅଧିକ ଚିକିତ୍ସା ପାଇଁ ୭ ରୋଗୀଙ୍କୁ ଅନ୍ୟତ୍ର ସ୍ଥାନାନ୍ତର କରାଯାଇଛି। ସେହିପରି ସୁସ୍ଥ ହେବା ପରେ ୧୧୨ ଜଣଙ୍କୁ ଛାଡ଼ି ଦିଆଯାଇଛି। ରିପୋର୍ଟ ଲେଖା ହେବା ପର୍ଯ୍ୟନ୍ତ ଜିଲା ମୁଖ୍ୟ ଚିକିତ୍ସାଳୟ ସମେତ ସମସ୍ତ ଚିକିତ୍ସାଳୟରେ ମୋଟ ୮୬୪ ଜଣ ଚିକିତ୍ସିତ ହେଉଛନ୍ତି। ସେହିପରି ଝାଡ଼ାବାନ୍ତି ବ୍ୟାପକ ହେବା ପରେ ଜଳ ନମୁନା ପରୀକ୍ଷାରୁ ଯାଜପୁରରେ ୨୬ ଜଣଙ୍କ ମଳରେ ଭାଇବ୍ରିଓ କଲେରା ଚିହ୍ନଟ ହୋଇଥିବା ଜଣାପଡ଼ିଛି। ସ୍ୱାସ୍ଥ୍ୟ ବିଭାଗ ଜିଲାର ବିଭିନ୍ନ ଡାକ୍ତରଖାନାରେ ଚିକିତ୍ସାଧୀନ ୧୯୫ ଜଣ ରୋଗୀଙ୍କ ଠାରୁ ନମୁନା ସଂଗ୍ରହ କରିଥିଲା। ପରୀକ୍ଷଣରୁ ୧୬ ପଜିଟିଭ ଚିହ୍ନଟ ହୋଇଛି। ଜିଲା ପ୍ରଶାସନ ପକ୍ଷରୁ ବିଭିନ୍ନ ବଜାରରେ ଥିବା ଜଳଖିଆ ଦୋକାନ ଓ ହୋଟେଲ ଉପରେ ଚଢ଼ଉ ଜାରି ରହିଛି। ହୋଟେଲ ଓ ଦୋକାନ ଠାରୁ ପାଣି ନମୁନା ସଂଗ୍ରହ କରାଯାଇ ପରୀକ୍ଷା କରାଯାଇଥିଲା। ପରୀକ୍ଷା ପରେ ସେହି ଦୋକାନର ପାଣି ନମୁନାରେ ହଇଜା ଜୀବାଣୁ ଥିବା ସ୍ପଷ୍ଟ ହେଉଛି, ସେହି ଦୋକାନ ଗୁଡ଼ିକୁ ସିଲ କରାଯାଇଛି। [480, 439, 936, 753]
maoneta-photo-row [10, 804, 460, 902]
left-column [10, 46, 460, 1466]
print-registration-strip [0, 2100, 946, 2116]
headline-bmc-cmc: ୨୦ରେ ବିଏମ୍‌ସି ଓ ସିଏମ୍‌ସି... [116, 995, 354, 1022]
black-dot [110, 2104, 120, 2114]
article-bmc-body: ପ୍ରଧାନମନ୍ତ୍ରୀ ଏଥିରେ ଯୋଗ ଦେବାର କାର୍ଯ୍ୟକ୍ରମ ରହିଛି। ଏହି ପରିପ୍ରେକ୍ଷୀରେ ବିପୁଳ ଜନ ସମାଗମର ସମ୍ଭାବନା ଥିବାରୁ ଭୁବନେଶ୍ୱର ଓ କଟକ ମହାନଗର ନିଗମ ଅଞ୍ଚଳରେ ଟ୍ରାଫିକ ସମସ୍ୟା ଉପୁଜିବା ଆଶଙ୍କା ରହିଛି। ଏହାକୁ ଦୃଷ୍ଟିରେ ରଖି ସେହିଦିନ ବିଦ୍ୟାଳୟ ଓ ଗଣଶିକ୍ଷା ବିଭାଗ ଅଧୀନରେ ବିଏମ୍‌ସି ଓ ସିଏମ୍‌ସି ଅଞ୍ଚଳରେ ଥିବା ସମସ୍ତ ସରକାରୀ, ସରକାରୀ ଅନୁଦାନ ପ୍ରାପ୍ତ ଓ ବେସରକାରୀ ବିଦ୍ୟାଳୟଗୁଡ଼ିକରୁ ଛୁଟି ଘୋଷଣା କରାଯାଇଛି। ଚଳିତିତ ଜୋଗାଇ ଦିବାରେ ଛୁଟି ରହିବ, ପରେ ଜୁନ୍ ୨୦ରୁ ଖୋଲିବାକୁ ଧାର୍ଯ୍ୟ ହୋଇଥିଲା। ସରକାରଙ୍କ ନୂଆ ନିର୍ଦ୍ଦେଶ ଯୋଗୁଁ ଏହି ଦୁଇ ମହାନଗର ନିଗମରେ ୨୦ ପରିବର୍ତ୍ତେ ୨୧ରୁ ବିଦ୍ୟାଳୟ ଖୋଲିବ। [10, 1026, 460, 1147]
registration-mark-left [10, 2104, 44, 2114]
yellow-dot [94, 2104, 106, 2116]
